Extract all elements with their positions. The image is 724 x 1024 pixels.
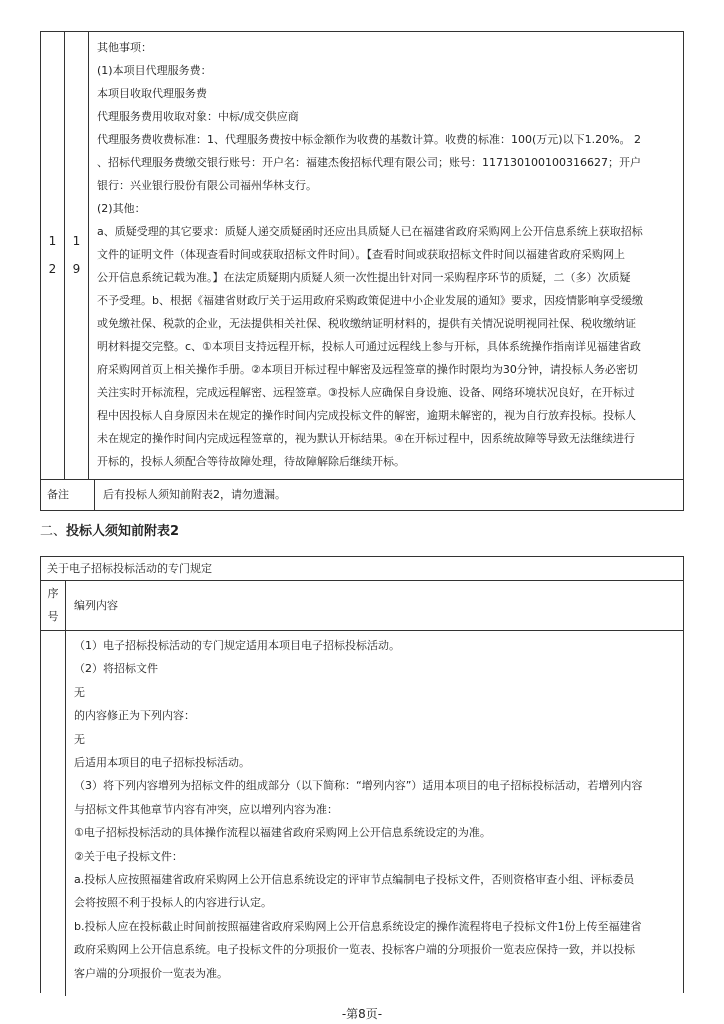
- text-line: (2)其他：: [97, 202, 146, 215]
- text-line: 无: [74, 685, 85, 699]
- table-header-row: [41, 581, 683, 631]
- text-line: ②关于电子投标文件：: [74, 849, 183, 863]
- header-seq-part: 序: [47, 587, 59, 600]
- row-number-part: 2: [48, 262, 57, 276]
- bidder-notice-table-1: [40, 31, 684, 511]
- text-line: 关注实时开标流程，完成远程解密、远程签章。③投标人应确保自身设施、设备、网络环境状况良好，在开标过: [97, 386, 635, 399]
- text-line: 无: [74, 732, 85, 746]
- text-line: （2）将招标文件: [74, 662, 158, 676]
- text-line: 程中因投标人自身原因未在规定的操作时间内完成投标文件的解密，逾期未解密的，视为自行放弃投标。投标人: [97, 409, 636, 422]
- text-line: 或免缴社保、税款的企业，无法提供相关社保、税收缴纳证明材料的，提供有关情况说明视同社保、税收缴纳证: [97, 317, 636, 330]
- text-line: 未在规定的操作时间内完成远程签章的，视为默认开标结果。④在开标过程中，因系统故障等导致无法继续进行: [97, 432, 635, 445]
- section-heading: [40, 522, 179, 542]
- header-title-cell: 编列内容: [74, 599, 118, 612]
- table-caption: 关于电子招标投标活动的专门规定: [41, 557, 683, 581]
- text-line: 会将按照不利于投标人的内容进行认定。: [74, 896, 272, 910]
- text-line: 代理服务费收费标准：1、代理服务费按中标金额作为收费的基数计算。收费的标准：100(万元)以下1.20%。 2: [97, 133, 642, 146]
- text-line: （1）电子招标投标活动的专门规定适用本项目电子招标投标活动。: [74, 639, 400, 652]
- sub-number-cell: [65, 32, 89, 479]
- text-line: 后适用本项目的电子招标投标活动。: [74, 756, 250, 770]
- seq-cell: [41, 631, 66, 996]
- table-row-12-19: [41, 32, 683, 480]
- text-line: 本项目收取代理服务费: [97, 87, 207, 100]
- electronic-bidding-rules-content: [66, 631, 683, 996]
- text-line: 其他事项：: [97, 41, 152, 54]
- text-line: 、招标代理服务费缴交银行账号：开户名：福建杰俊招标代理有限公司；账号：117130100100316627；开户: [97, 156, 641, 169]
- text-line: 客户端的分项报价一览表为准。: [74, 966, 228, 980]
- table-row: [41, 631, 683, 996]
- text-line: b.投标人应在投标截止时间前按照福建省政府采购网上公开信息系统设定的操作流程将电子投标文件1份上传至福建省: [74, 919, 642, 933]
- text-line: 的内容修正为下列内容：: [74, 709, 195, 723]
- note-text: 后有投标人须知前附表2，请勿遗漏。: [103, 488, 286, 501]
- sub-number-part: 1: [72, 234, 81, 248]
- row-number-cell: [41, 32, 65, 479]
- header-seq-cell: [41, 581, 66, 630]
- row-number-part: 1: [48, 234, 57, 248]
- section-heading-title: 投标人须知前附表2: [66, 524, 180, 539]
- text-line: ①电子招标投标活动的具体操作流程以福建省政府采购网上公开信息系统设定的为准。: [74, 826, 491, 840]
- text-line: 与招标文件其他章节内容有冲突，应以增列内容为准：: [74, 802, 338, 816]
- text-line: 不予受理。b、根据《福建省财政厅关于运用政府采购政策促进中小企业发展的通知》要求，因疫情影响享受缓缴: [97, 294, 643, 307]
- other-matters-content: [89, 32, 683, 479]
- section-heading-prefix: 二、: [40, 524, 67, 539]
- header-seq-part: 号: [47, 610, 59, 623]
- page-number: -第8页-: [341, 1007, 383, 1021]
- text-line: 开标的，投标人须配合等待故障处理，待故障解除后继续开标。: [97, 455, 405, 468]
- table-row-note: [41, 480, 683, 510]
- text-line: 银行：兴业银行股份有限公司福州华林支行。: [97, 179, 317, 192]
- sub-number-part: 9: [72, 262, 81, 276]
- bidder-notice-table-2: [40, 556, 684, 993]
- text-line: 政府采购网上公开信息系统。电子投标文件的分项报价一览表、投标客户端的分项报价一览表应保持一致，并以投标: [74, 943, 635, 957]
- text-line: 文件的证明文件（体现查看时间或获取招标文件时间）。【查看时间或获取招标文件时间以福建省政府采购网上: [97, 248, 625, 261]
- text-line: 府采购网首页上相关操作手册。②本项目开标过程中解密及远程签章的操作时限均为30分钟，请投标人务必密切: [97, 363, 638, 376]
- text-line: a、质疑受理的其它要求：质疑人递交质疑函时还应出具质疑人已在福建省政府采购网上公开信息系统上获取招标: [97, 225, 643, 238]
- text-line: (1)本项目代理服务费：: [97, 64, 212, 77]
- text-line: a.投标人应按照福建省政府采购网上公开信息系统设定的评审节点编制电子投标文件，否则资格审查小组、评标委员: [74, 873, 635, 887]
- text-line: 代理服务费用收取对象：中标/成交供应商: [97, 110, 299, 123]
- text-line: 公开信息系统记载为准。】在法定质疑期内质疑人须一次性提出针对同一采购程序环节的质疑，二（多）次质疑: [97, 271, 631, 284]
- note-label: 备注: [41, 480, 95, 510]
- text-line: （3）将下列内容增列为招标文件的组成部分（以下简称：“增列内容”）适用本项目的电子招标投标活动，若增列内容: [74, 779, 643, 793]
- text-line: 明材料提交完整。c、①本项目支持远程开标，投标人可通过远程线上参与开标，具体系统操作指南详见福建省政: [97, 340, 641, 353]
